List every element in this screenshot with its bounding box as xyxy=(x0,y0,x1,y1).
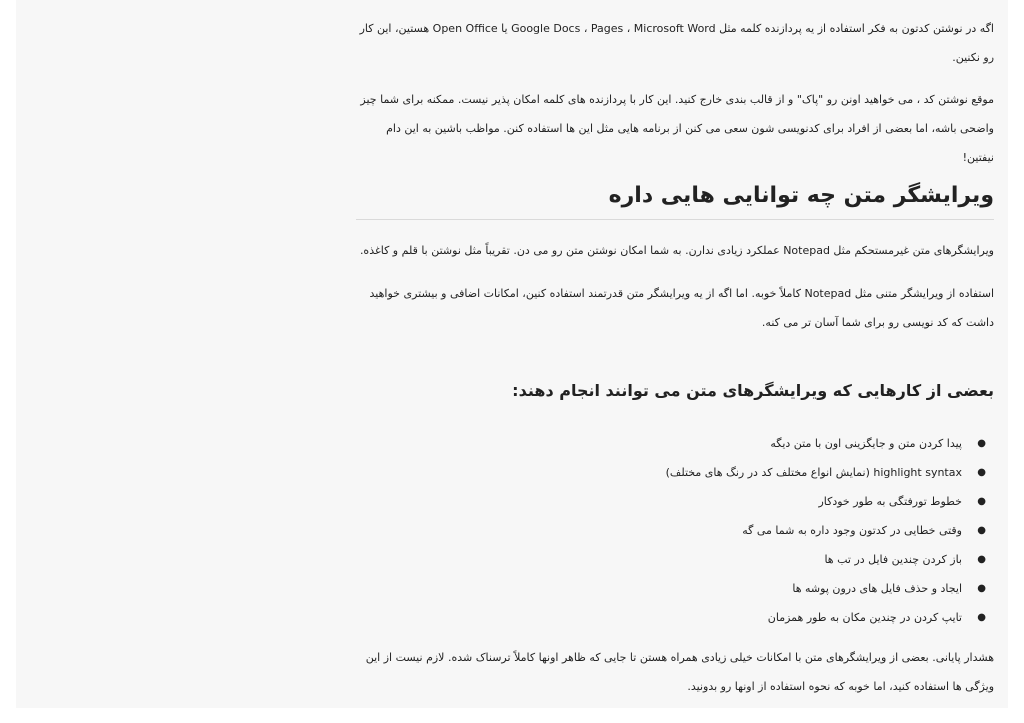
list-item-text: باز کردن چندین فایل در تب ها xyxy=(824,553,962,566)
bullet-icon: ● xyxy=(977,525,986,536)
notepad-paragraph-2: استفاده از ویرایشگر متنی مثل Notepad کاملاً خوبه. اما اگه از یه ویرایشگر متن قدرتمند استفاده کنین، امکانات اضافی و بیشتری خواهید داشت که کد نویسی رو برای شما آسان تر می کنه. xyxy=(369,287,994,329)
bullet-icon: ● xyxy=(977,496,986,507)
bullet-icon: ● xyxy=(977,467,986,478)
list-item-text: خطوط تورفتگی به طور خودکار xyxy=(818,495,962,508)
bullet-icon: ● xyxy=(977,554,986,565)
bullet-icon: ● xyxy=(977,438,986,449)
bullet-icon: ● xyxy=(977,612,986,623)
subsection-heading: بعضی از کارهایی که ویرایشگرهای متن می توانند انجام دهند: xyxy=(512,381,994,400)
list-item xyxy=(356,429,986,458)
list-item-text: تایپ کردن در چندین مکان به طور همزمان xyxy=(767,611,962,624)
intro-paragraph-2: موقع نوشتن کد ، می خواهید اونن رو "پاک" و از قالب بندی خارج کنید. این کار با پردازنده های کلمه امکان پذیر نیست. ممکنه برای شما چیز واضحی باشه، اما بعضی از افراد برای کدنویسی شون سعی می کنن از برنامه هایی مثل این ها استفاده کنن. مواظب باشین به این دام نیفتین! xyxy=(360,93,994,164)
list-item xyxy=(356,603,986,632)
list-item-text: پیدا کردن متن و جایگزینی اون با متن دیگه xyxy=(770,437,962,450)
list-item-text: وقتی خطایی در کدتون وجود داره به شما می گه xyxy=(742,524,962,537)
intro-paragraph-1: اگه در نوشتن کدتون به فکر استفاده از یه پردازنده کلمه مثل Google Docs ، Pages ، Microsoft Word یا Open Office هستین، این کار رو نکنین. xyxy=(359,22,994,64)
list-item xyxy=(356,574,986,603)
bullet-icon: ● xyxy=(977,583,986,594)
list-item xyxy=(356,545,986,574)
list-item xyxy=(356,516,986,545)
article-page xyxy=(16,0,1008,708)
features-list xyxy=(356,429,994,632)
list-item-text: ایجاد و حذف فایل های درون پوشه ها xyxy=(792,582,962,595)
section-heading: ویرایشگر متن چه توانایی هایی داره xyxy=(356,181,994,220)
list-item-text: highlight syntax (نمایش انواع مختلف کد در رنگ های مختلف) xyxy=(665,466,962,479)
notepad-paragraph-1: ویرایشگرهای متن غیرمستحکم مثل Notepad عملکرد زیادی ندارن. به شما امکان نوشتن متن رو می دن. تقریباً مثل نوشتن با قلم و کاغذه. xyxy=(359,244,994,257)
warning-paragraph: هشدار پایانی. بعضی از ویرایشگرهای متن با امکانات خیلی زیادی همراه هستن تا جایی که ظاهر اونها کاملاً ترسناک شده. لازم نیست از این ویژگی ها استفاده کنید، اما خوبه که نحوه استفاده از اونها رو بدونید. xyxy=(365,651,994,693)
list-item xyxy=(356,458,986,487)
list-item xyxy=(356,487,986,516)
